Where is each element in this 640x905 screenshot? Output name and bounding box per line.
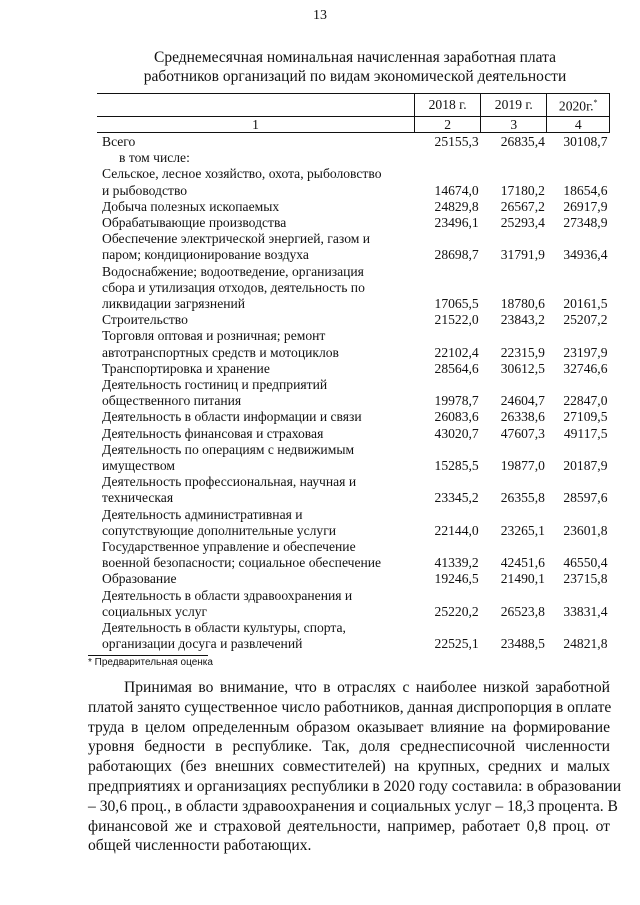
value-cell-2020: 20161,5 <box>563 296 608 312</box>
activity-label: Деятельность административная и <box>102 506 303 522</box>
activity-label: в том числе: <box>119 150 190 166</box>
value-cell-2019: 26835,4 <box>500 134 545 149</box>
value-cell-2019: 26355,8 <box>500 490 545 506</box>
table-row <box>97 426 610 442</box>
paragraph-line: – 30,6 проц., в области здравоохранения и социальных услуг – 18,3 процента. В <box>88 797 618 815</box>
value-cell-2020: 26917,9 <box>563 198 608 214</box>
value-cell-2019: 26567,2 <box>500 198 545 214</box>
activity-label: Деятельность в области здравоохранения и <box>102 587 353 603</box>
value-cell-2018: 19246,5 <box>434 571 479 587</box>
value-cell-2019: 23843,2 <box>500 312 545 328</box>
activity-label: Транспортировка и хранение <box>102 360 270 376</box>
value-cell-2020: 28597,6 <box>563 490 608 506</box>
footnote: * Предварительная оценка <box>88 657 213 668</box>
activity-label: организации досуга и развлечений <box>102 636 303 652</box>
value-cell-2020 <box>547 150 610 166</box>
table-row <box>97 539 610 555</box>
value-cell-2019 <box>481 264 547 280</box>
value-cell-2019: 24604,7 <box>500 393 545 409</box>
table-row <box>97 199 610 215</box>
table-row <box>97 345 610 361</box>
value-cell-2018: 25155,3 <box>434 134 479 149</box>
activity-label: и рыбоводство <box>102 182 188 198</box>
value-cell-2020: 24821,8 <box>563 636 608 652</box>
paragraph-line: труда в целом определенным образом оказывает влияние на формирование <box>88 718 610 736</box>
value-cell-2020: 25207,2 <box>563 312 608 328</box>
table-row <box>97 490 610 506</box>
value-cell-2019: 30612,5 <box>500 360 545 376</box>
value-cell-2020 <box>547 588 610 604</box>
value-cell-2018: 22525,1 <box>434 636 479 652</box>
table-row <box>97 231 610 247</box>
value-cell-2019 <box>481 588 547 604</box>
table-title-line: работников организаций по видам экономической деятельности <box>143 68 567 85</box>
value-cell-2018: 28564,6 <box>434 360 479 376</box>
value-cell-2018 <box>415 539 481 555</box>
table-row <box>97 361 610 377</box>
value-cell-2018: 21522,0 <box>434 312 479 328</box>
value-cell-2019 <box>481 507 547 523</box>
body-paragraph <box>88 678 622 856</box>
value-cell-2019 <box>481 280 547 296</box>
table-row <box>97 523 610 539</box>
value-cell-2020 <box>547 442 610 458</box>
page-number: 13 <box>313 8 327 23</box>
value-cell-2019: 42451,6 <box>500 555 545 571</box>
value-cell-2018 <box>415 474 481 490</box>
activity-label: имуществом <box>102 458 175 474</box>
value-cell-2020: 30108,7 <box>563 134 608 149</box>
value-cell-2018: 14674,0 <box>434 182 479 198</box>
index-cell: 1 <box>97 117 415 133</box>
value-cell-2019 <box>481 474 547 490</box>
table-row <box>97 571 610 587</box>
value-cell-2019: 18780,6 <box>500 296 545 312</box>
activity-label: общественного питания <box>102 393 242 409</box>
value-cell-2020 <box>547 166 610 182</box>
table-row <box>97 247 610 263</box>
activity-label: Деятельность профессиональная, научная и <box>102 474 357 490</box>
paragraph-line: общей численности работающих. <box>88 837 312 855</box>
value-cell-2018 <box>415 377 481 393</box>
value-cell-2018: 25220,2 <box>434 603 479 619</box>
table-row <box>97 604 610 620</box>
value-cell-2019: 21490,1 <box>500 571 545 587</box>
table-row <box>97 215 610 231</box>
value-cell-2020: 34936,4 <box>563 247 608 263</box>
value-cell-2018 <box>415 507 481 523</box>
activity-label: Обеспечение электрической энергией, газом и <box>102 231 371 247</box>
value-cell-2019: 26338,6 <box>500 409 545 425</box>
paragraph-line: Принимая во внимание, что в отраслях с наиболее низкой заработной <box>124 679 610 696</box>
table-row <box>97 133 610 151</box>
value-cell-2020: 49117,5 <box>563 425 608 441</box>
table-row <box>97 150 610 166</box>
value-cell-2018 <box>415 231 481 247</box>
value-cell-2020: 32746,6 <box>563 360 608 376</box>
paragraph-line: предприятиях и организациях республики в 2020 году составила: в образовании <box>88 777 622 795</box>
value-cell-2018: 28698,7 <box>434 247 479 263</box>
table-row <box>97 183 610 199</box>
value-cell-2019 <box>481 150 547 166</box>
value-cell-2019: 25293,4 <box>500 215 545 231</box>
activity-label: Образование <box>102 571 177 587</box>
value-cell-2020: 20187,9 <box>563 458 608 474</box>
value-cell-2019: 17180,2 <box>500 182 545 198</box>
header-cell-2020 <box>547 94 610 117</box>
table-index-row <box>97 117 610 133</box>
table-title-line: Среднемесячная номинальная начисленная заработная плата <box>153 49 556 66</box>
activity-label: сбора и утилизация отходов, деятельность по <box>102 279 365 295</box>
activity-label: Добыча полезных ископаемых <box>102 198 280 214</box>
activity-label: Деятельность в области культуры, спорта, <box>102 620 346 636</box>
activity-label: автотранспортных средств и мотоциклов <box>102 344 339 360</box>
header-cell-2018: 2018 г. <box>415 94 481 117</box>
header-cell-activity <box>97 94 415 117</box>
activity-label: паром; кондиционирование воздуха <box>102 247 309 263</box>
table-row <box>97 328 610 344</box>
table-row <box>97 458 610 474</box>
index-cell: 4 <box>547 117 610 133</box>
table-row <box>97 474 610 490</box>
value-cell-2019 <box>481 231 547 247</box>
table-row <box>97 280 610 296</box>
value-cell-2020: 27348,9 <box>563 215 608 231</box>
value-cell-2019: 19877,0 <box>500 458 545 474</box>
value-cell-2020 <box>547 474 610 490</box>
value-cell-2020 <box>547 507 610 523</box>
value-cell-2020: 46550,4 <box>563 555 608 571</box>
activity-label: Сельское, лесное хозяйство, охота, рыболовство <box>102 166 382 182</box>
activity-label: Строительство <box>102 312 188 328</box>
value-cell-2019: 22315,9 <box>500 344 545 360</box>
table-header-row <box>97 94 610 117</box>
activity-label: социальных услуг <box>102 603 208 619</box>
table-row <box>97 264 610 280</box>
footnote-divider <box>88 655 208 656</box>
value-cell-2019: 23488,5 <box>500 636 545 652</box>
value-cell-2018: 22144,0 <box>434 522 479 538</box>
value-cell-2019 <box>481 166 547 182</box>
value-cell-2018 <box>415 166 481 182</box>
activity-label: Водоснабжение; водоотведение, организация <box>102 263 364 279</box>
activity-label: Деятельность по операциям с недвижимым <box>102 441 355 457</box>
value-cell-2019: 47607,3 <box>500 425 545 441</box>
header-footnote-mark: * <box>593 98 598 108</box>
activity-label: сопутствующие дополнительные услуги <box>102 522 337 538</box>
paragraph-line: финансовой же и страховой деятельности, например, работает 0,8 проц. от <box>88 817 610 835</box>
value-cell-2020 <box>547 539 610 555</box>
value-cell-2020 <box>547 231 610 247</box>
value-cell-2020 <box>547 280 610 296</box>
value-cell-2019: 23265,1 <box>500 522 545 538</box>
value-cell-2019 <box>481 377 547 393</box>
value-cell-2018: 17065,5 <box>434 296 479 312</box>
header-2020-label: 2020г. <box>558 98 594 114</box>
value-cell-2018: 15285,5 <box>434 458 479 474</box>
value-cell-2020: 27109,5 <box>563 409 608 425</box>
activity-label: Обрабатывающие производства <box>102 215 287 231</box>
value-cell-2020: 23197,9 <box>563 344 608 360</box>
value-cell-2020: 23715,8 <box>563 571 608 587</box>
activity-label: Всего <box>102 134 136 149</box>
value-cell-2020 <box>547 620 610 636</box>
table-row <box>97 636 610 652</box>
value-cell-2018: 19978,7 <box>434 393 479 409</box>
paragraph-line: работающих (без внешних совместителей) на крупных, средних и малых <box>88 758 610 776</box>
value-cell-2019 <box>481 620 547 636</box>
activity-label: Деятельность гостиниц и предприятий <box>102 377 328 393</box>
value-cell-2018 <box>415 588 481 604</box>
table-row <box>97 166 610 182</box>
activity-label: Торговля оптовая и розничная; ремонт <box>102 328 326 344</box>
value-cell-2019 <box>481 539 547 555</box>
activity-label: Деятельность в области информации и связи <box>102 409 362 425</box>
paragraph-line: платой занято существенное число работников, данная диспропорция в оплате <box>88 698 612 716</box>
activity-label: Государственное управление и обеспечение <box>102 539 356 555</box>
activity-label: ликвидации загрязнений <box>102 296 246 312</box>
value-cell-2019 <box>481 328 547 344</box>
activity-label: военной безопасности; социальное обеспечение <box>102 555 382 571</box>
value-cell-2020: 23601,8 <box>563 522 608 538</box>
paragraph-line: уровня бедности в республике. Так, доля среднесписочной численности <box>88 738 610 756</box>
value-cell-2018 <box>415 442 481 458</box>
table-row <box>97 442 610 458</box>
value-cell-2019: 26523,8 <box>500 603 545 619</box>
index-cell: 2 <box>415 117 481 133</box>
value-cell-2019 <box>481 442 547 458</box>
table-title <box>95 48 615 86</box>
table-row <box>97 409 610 425</box>
value-cell-2018: 41339,2 <box>434 555 479 571</box>
header-cell-2019: 2019 г. <box>481 94 547 117</box>
value-cell-2020 <box>547 264 610 280</box>
table-row <box>97 588 610 604</box>
value-cell-2020 <box>547 328 610 344</box>
table-row <box>97 312 610 328</box>
value-cell-2018: 43020,7 <box>434 425 479 441</box>
value-cell-2018: 22102,4 <box>434 344 479 360</box>
value-cell-2018 <box>415 150 481 166</box>
value-cell-2020: 33831,4 <box>563 603 608 619</box>
index-cell: 3 <box>481 117 547 133</box>
value-cell-2018 <box>415 264 481 280</box>
value-cell-2020 <box>547 377 610 393</box>
value-cell-2020: 18654,6 <box>563 182 608 198</box>
value-cell-2020: 22847,0 <box>563 393 608 409</box>
table-row <box>97 620 610 636</box>
value-cell-2018 <box>415 620 481 636</box>
value-cell-2018 <box>415 328 481 344</box>
table-row <box>97 296 610 312</box>
value-cell-2018: 23345,2 <box>434 490 479 506</box>
value-cell-2018: 23496,1 <box>434 215 479 231</box>
table-row <box>97 377 610 393</box>
value-cell-2018: 24829,8 <box>434 198 479 214</box>
activity-label: Деятельность финансовая и страховая <box>102 425 324 441</box>
table-row <box>97 393 610 409</box>
table-row <box>97 507 610 523</box>
value-cell-2018 <box>415 280 481 296</box>
wage-table <box>97 93 610 653</box>
table-row <box>97 555 610 571</box>
value-cell-2019: 31791,9 <box>500 247 545 263</box>
activity-label: техническая <box>102 490 174 506</box>
value-cell-2018: 26083,6 <box>434 409 479 425</box>
